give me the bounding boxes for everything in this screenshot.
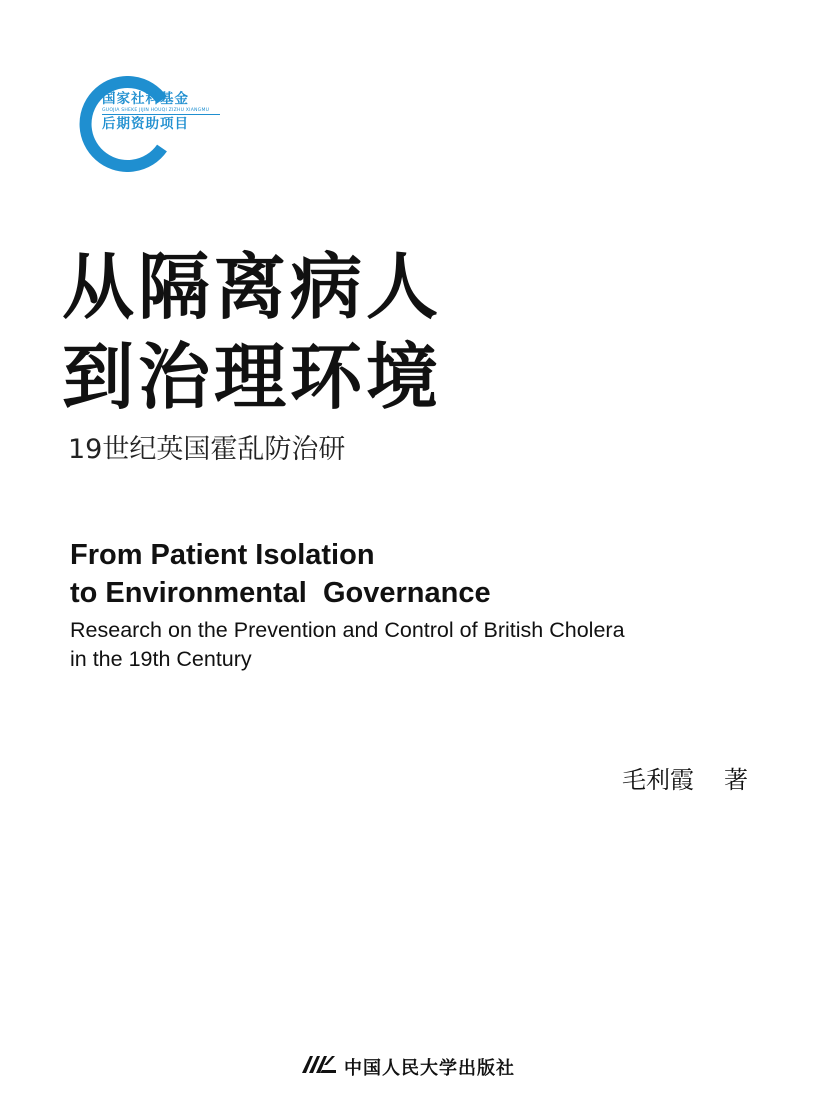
english-subtitle-line-2: in the 19th Century	[70, 647, 252, 671]
publisher-logo-icon	[300, 1053, 340, 1077]
logo-line-3: 后期资助项目	[102, 116, 189, 132]
author-name: 毛利霞	[622, 766, 694, 794]
logo-pinyin: GUOJIA SHEKE JIJIN HOUQI ZIZHU XIANGMU	[102, 108, 210, 113]
english-title-line-2: to Environmental Governance	[70, 577, 491, 609]
chinese-subtitle: 19世纪英国霍乱防治研	[68, 434, 346, 465]
author-credit	[622, 760, 748, 795]
logo-divider	[102, 114, 220, 115]
chinese-title-line-1: 从隔离病人	[62, 245, 443, 329]
chinese-title-line-2: 到治理环境	[62, 335, 443, 419]
author-role: 著	[724, 766, 748, 794]
english-title-line-1: From Patient Isolation	[70, 539, 375, 571]
publisher-name: 中国人民大学出版社	[344, 1058, 515, 1079]
chinese-title	[62, 242, 442, 422]
funding-logo	[70, 76, 230, 172]
logo-line-1: 国家社科基金	[102, 91, 189, 107]
english-title	[70, 536, 491, 612]
english-subtitle	[70, 616, 625, 674]
english-subtitle-line-1: Research on the Prevention and Control of British Cholera	[70, 618, 625, 642]
logo-text	[102, 92, 232, 132]
